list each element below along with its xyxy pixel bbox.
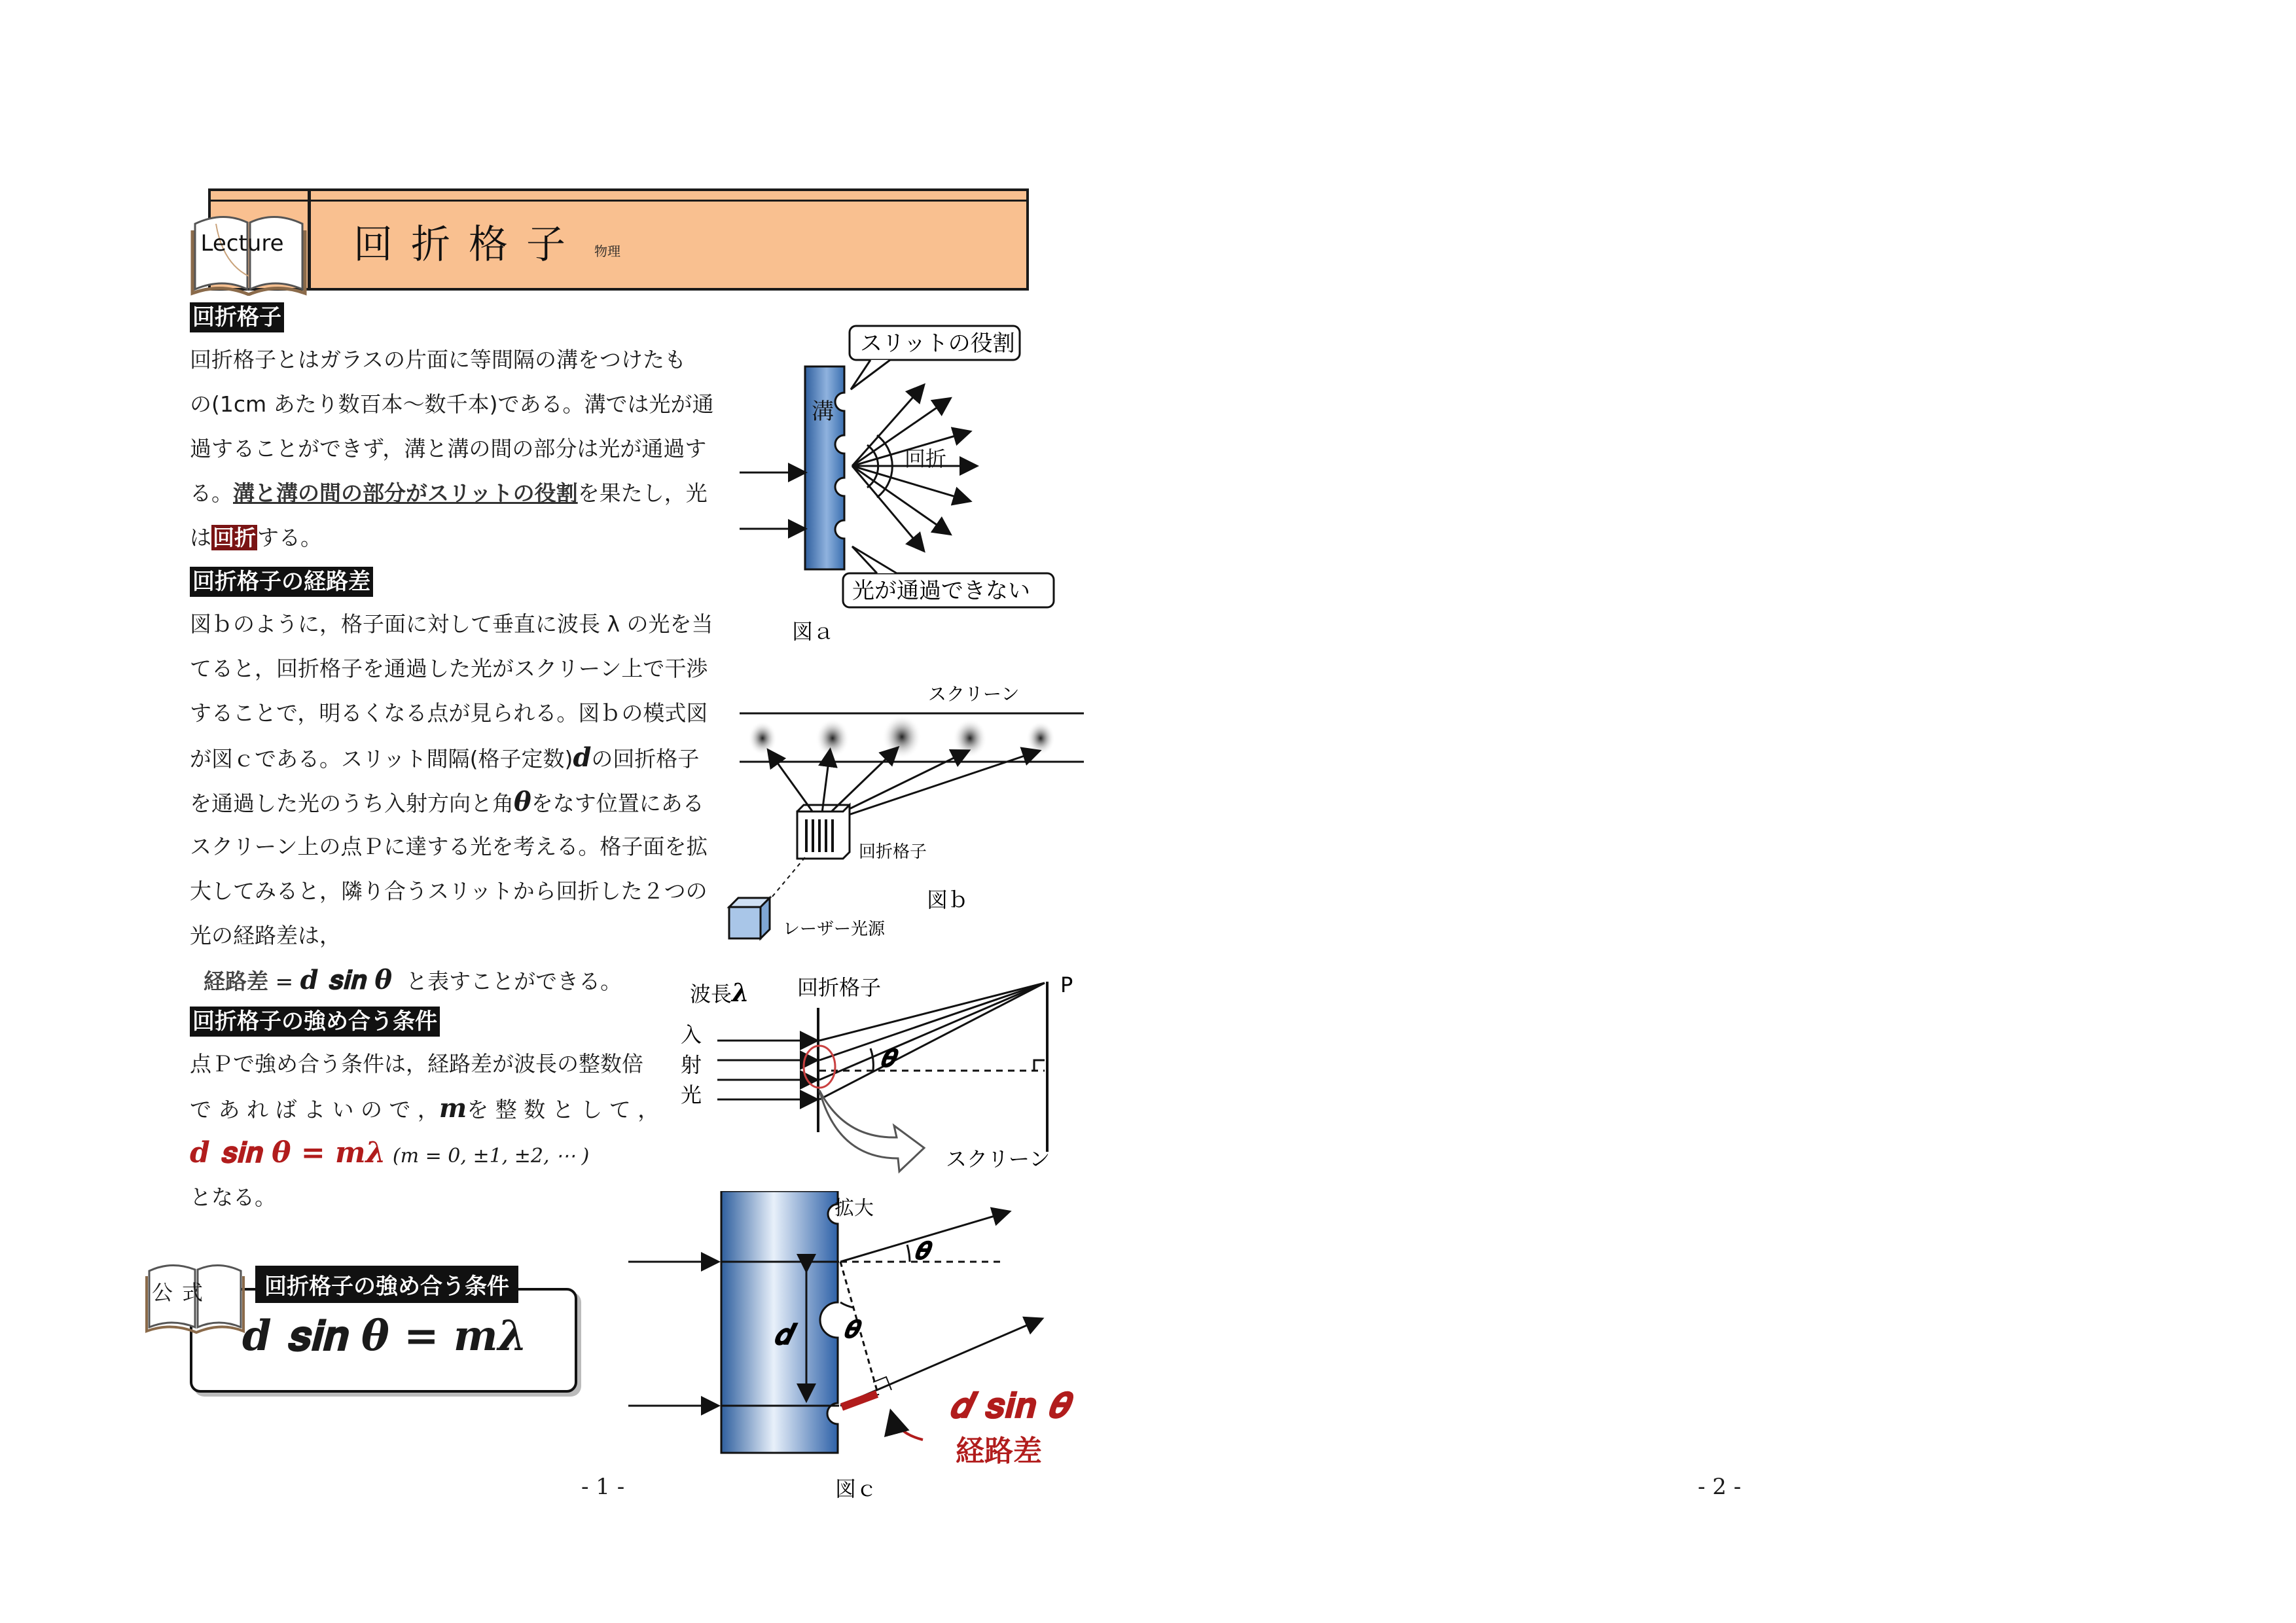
- text-line: 大してみると，隣り合うスリットから回折した２つの: [190, 878, 708, 904]
- header-divider: [308, 190, 311, 289]
- point-p-label: P: [1060, 972, 1073, 997]
- page-number-right: - 2 -: [1698, 1474, 1742, 1500]
- figure-c-top: [681, 962, 1093, 1191]
- header-top-line: [208, 188, 1029, 202]
- grating-icon: [797, 805, 850, 859]
- lecture-label: Lecture: [200, 230, 284, 257]
- d-label: 𝒅: [774, 1318, 792, 1351]
- section-heading-grating: 回折格子: [190, 302, 284, 332]
- section1-paragraph: [190, 338, 720, 560]
- grating-label: 回折格子: [859, 842, 927, 862]
- underlined-phrase: 溝と溝の間の部分がスリットの役割: [233, 480, 578, 506]
- section2-paragraph: [190, 602, 720, 1003]
- section-heading-constructive: 回折格子の強め合う条件: [190, 1007, 440, 1037]
- callout-top-text: スリットの役割: [860, 330, 1015, 357]
- text-line: てると，回折格子を通過した光がスクリーン上で干渉: [190, 656, 708, 681]
- page-number-left: - 1 -: [581, 1474, 625, 1500]
- path-difference-label: 経路差: [956, 1435, 1042, 1468]
- incident-label-1: 入: [681, 1022, 702, 1047]
- incident-label-2: 射: [681, 1052, 702, 1077]
- formula-badge: 公式: [152, 1280, 213, 1305]
- text-line: となる。: [190, 1185, 276, 1210]
- text-line: が図ｃである。スリット間隔(格子定数)𝒅の回折格子: [190, 742, 700, 773]
- figure-a: [726, 321, 1067, 654]
- section3-paragraph: [190, 1042, 661, 1220]
- figure-c-zoom: [622, 1191, 1093, 1518]
- zoom-arrow: [819, 1090, 924, 1171]
- groove-label: 溝: [812, 399, 834, 425]
- figure-a-caption: 図ａ: [792, 619, 834, 644]
- page-title: 回折格子: [353, 222, 584, 268]
- laser-icon: [729, 898, 770, 938]
- text-line: の(1cm あたり数百本〜数千本)である。溝では光が通: [190, 391, 714, 417]
- text-line: で あ れ ば よ い の で ，𝒎を 整 数 と し て ，: [190, 1093, 660, 1124]
- text-line: することで，明るくなる点が見られる。図ｂの模式図: [190, 700, 708, 726]
- formula-main: 𝒅 𝐬𝐢𝐧 𝜽 = 𝒎𝝀: [242, 1311, 528, 1361]
- text-line: 光の経路差は，: [190, 923, 341, 948]
- lecture-header: [208, 188, 1029, 291]
- zoom-label: 拡大: [834, 1197, 874, 1220]
- laser-label: レーザー光源: [783, 919, 886, 939]
- path-expr-label: 𝒅 𝐬𝐢𝐧 𝜽: [949, 1385, 1068, 1426]
- text-line: スクリーン上の点Ｐに達する光を考える。格子面を拡: [190, 834, 708, 859]
- grating-label-top: 回折格子: [797, 975, 882, 1000]
- callout-bottom-text: 光が通過できない: [852, 578, 1030, 604]
- subject-label: 物理: [594, 243, 620, 259]
- figure-b-caption: 図ｂ: [927, 887, 969, 912]
- highlight-diffraction: 回折: [213, 525, 256, 550]
- text-line: 過することができず，溝と溝の間の部分は光が通過す: [190, 436, 707, 461]
- path-difference-mark: [842, 1394, 877, 1407]
- wavelength-label: 波長𝝀: [690, 978, 749, 1007]
- theta-label-top: 𝜽: [880, 1044, 895, 1073]
- incident-label-3: 光: [681, 1082, 702, 1107]
- text-line: 点Ｐで強め合う条件は，経路差が波長の整数倍: [190, 1051, 643, 1077]
- text-line: は回折する。: [190, 525, 322, 550]
- screen-label-top: スクリーン: [946, 1147, 1050, 1171]
- diffraction-label: 回折: [905, 446, 947, 471]
- screen-label: スクリーン: [928, 683, 1020, 705]
- path-difference-line: 経路差 = 𝒅 𝐬𝐢𝐧 𝜽 と表すことができる。: [203, 965, 622, 995]
- text-line: 図ｂのように，格子面に対して垂直に波長 λ の光を当: [190, 611, 713, 637]
- text-line: 回折格子とはガラスの片面に等間隔の溝をつけたも: [190, 347, 687, 372]
- text-line: を通過した光のうち入射方向と角𝜽をなす位置にある: [190, 787, 704, 817]
- text-line: る。溝と溝の間の部分がスリットの役割を果たし，光: [190, 480, 708, 506]
- figure-b: [720, 681, 1100, 942]
- section-heading-path-difference: 回折格子の経路差: [190, 567, 373, 597]
- theta-label-1: 𝜽: [914, 1236, 929, 1265]
- figure-c-caption: 図ｃ: [835, 1476, 878, 1501]
- formula-heading: 回折格子の強め合う条件: [255, 1266, 518, 1303]
- condition-formula: 𝒅 𝐬𝐢𝐧 𝜽 = 𝒎𝝀 (𝑚 = 0, ±1, ±2, ⋯ ): [190, 1136, 590, 1169]
- theta-label-2: 𝜽: [843, 1315, 858, 1344]
